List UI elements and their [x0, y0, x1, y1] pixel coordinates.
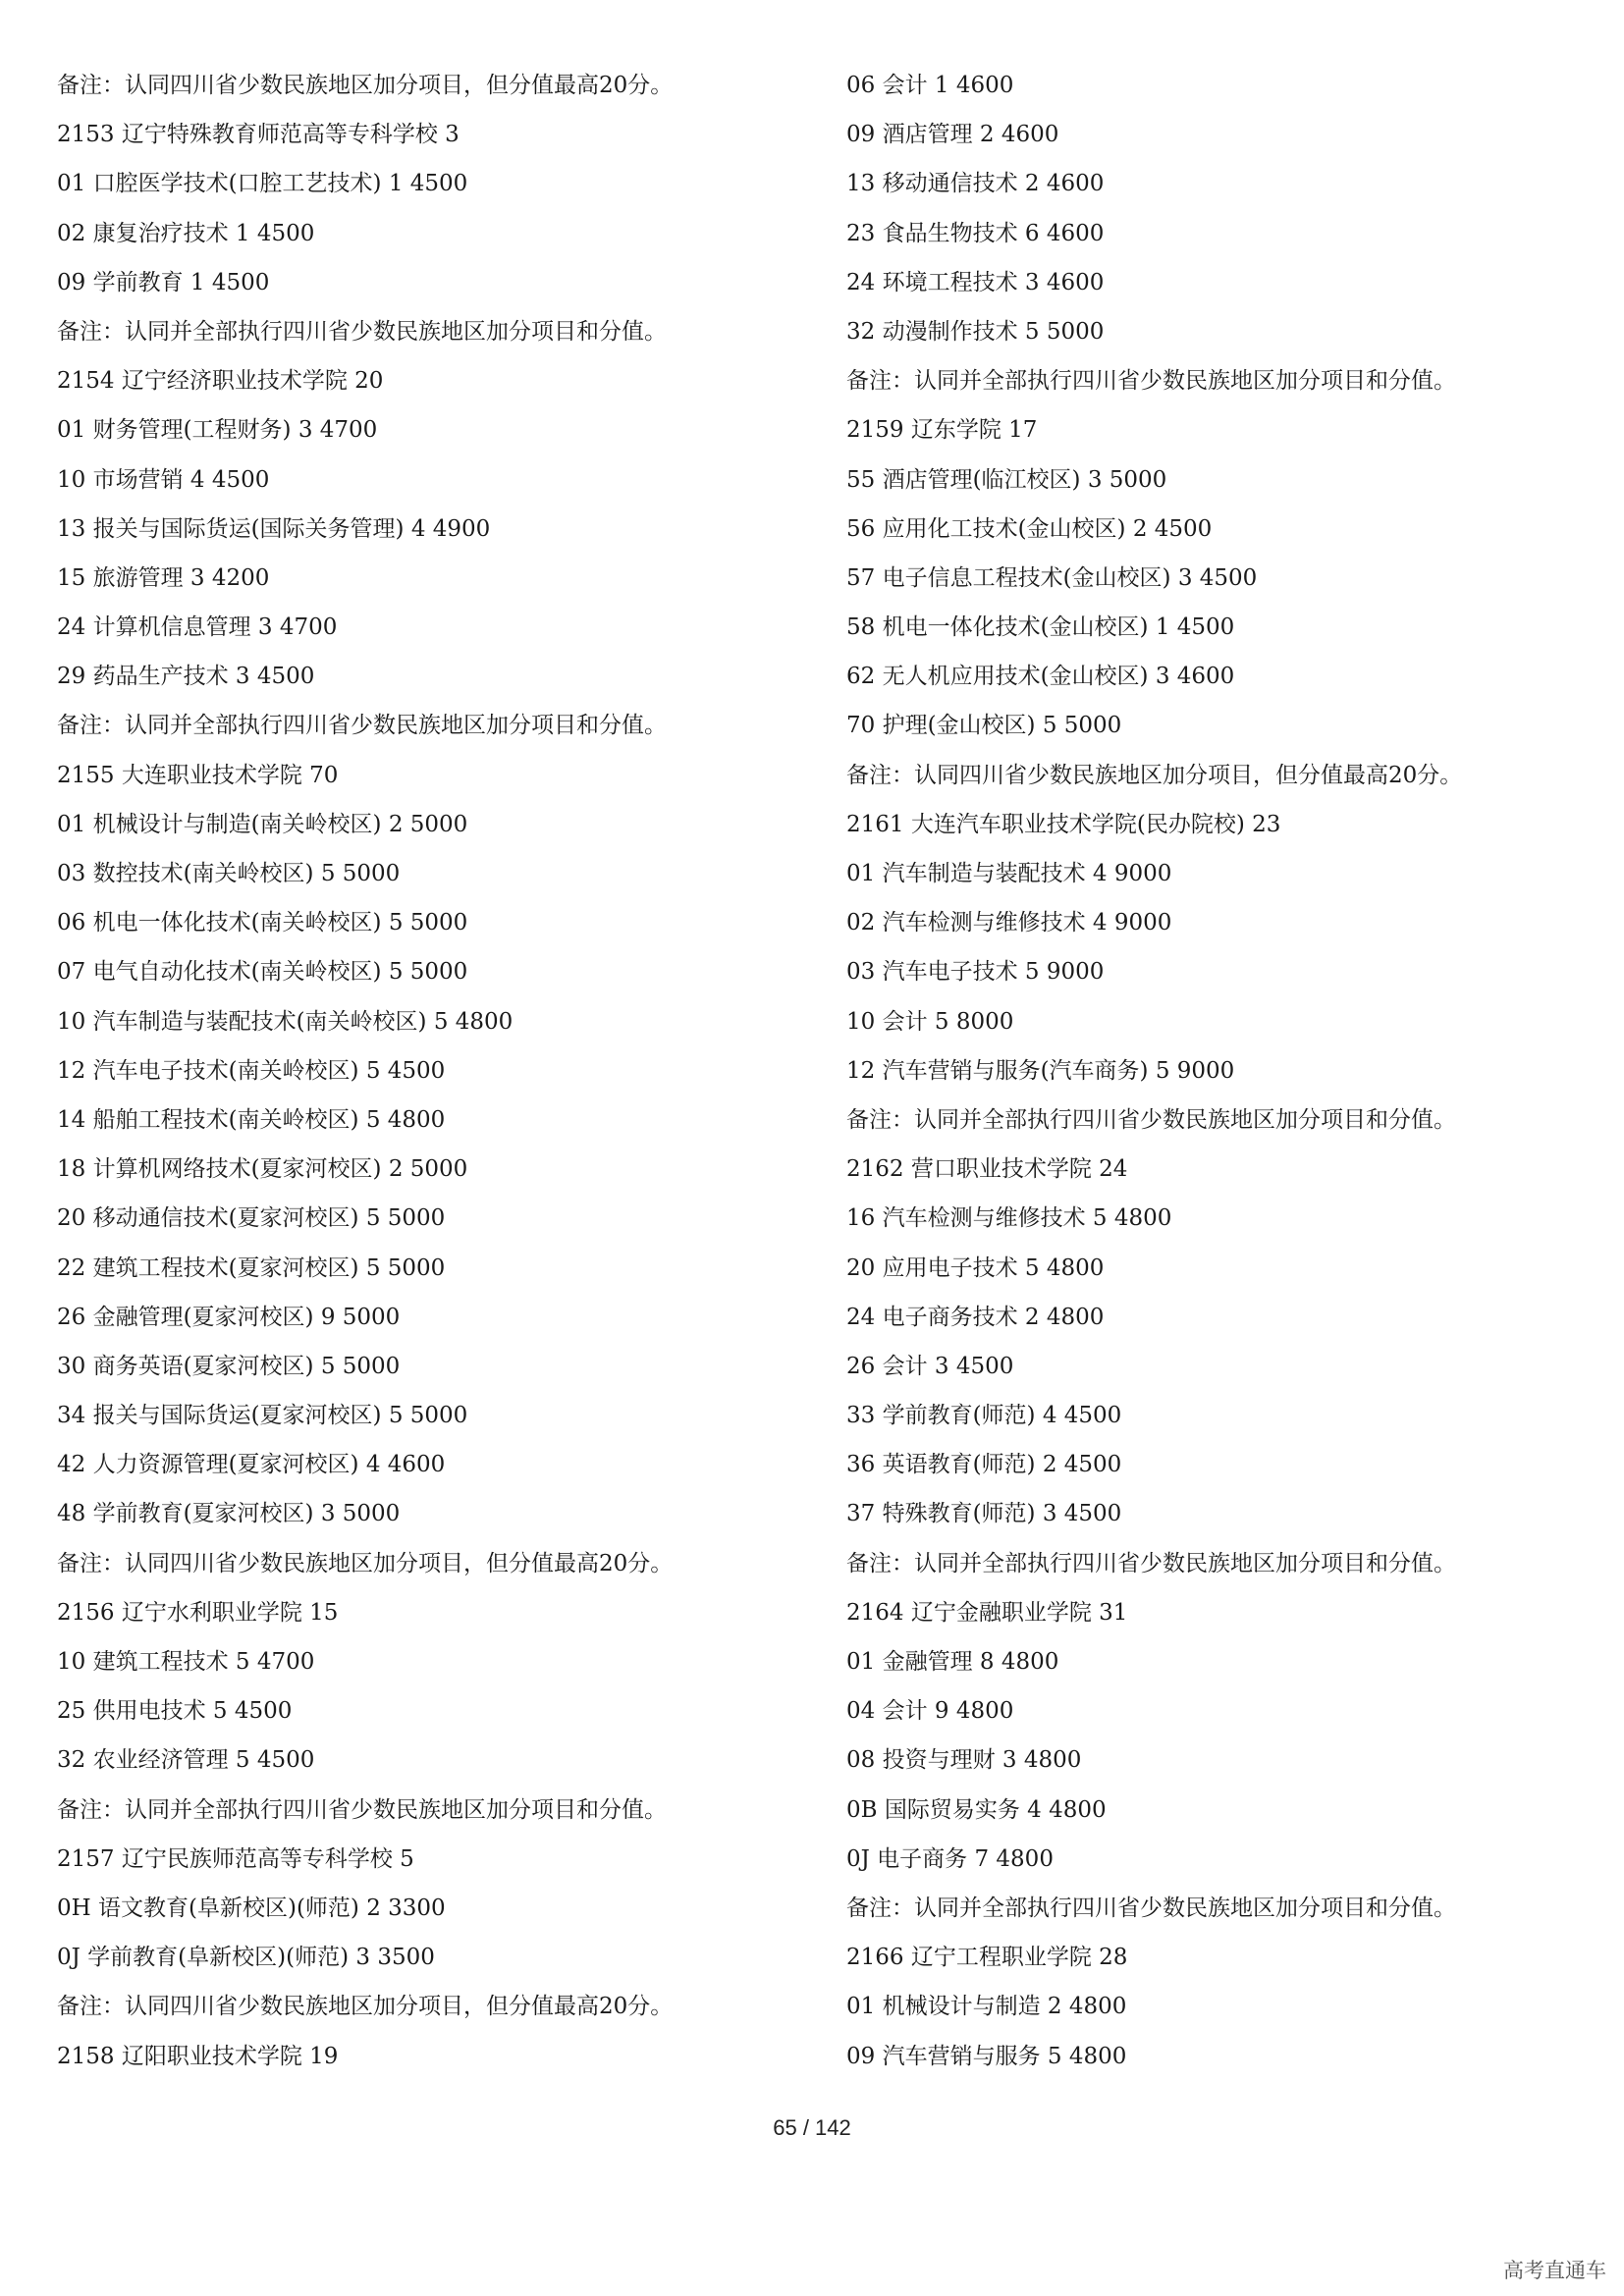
left-major-entry: 10 汽车制造与装配技术(南关岭校区) 5 4800 — [57, 1008, 514, 1035]
left-note-line: 备注：认同四川省少数民族地区加分项目，但分值最高20分。 — [57, 1994, 674, 2020]
right-major-entry: 26 会计 3 4500 — [846, 1353, 1014, 1379]
right-major-entry: 12 汽车营销与服务(汽车商务) 5 9000 — [846, 1057, 1235, 1084]
right-major-entry: 02 汽车检测与维修技术 4 9000 — [846, 910, 1172, 936]
watermark-logo: 高考直通车 — [1503, 2259, 1606, 2282]
left-school-heading: 2153 辽宁特殊教育师范高等专科学校 3 — [57, 122, 460, 148]
right-school-heading: 2164 辽宁金融职业学院 31 — [846, 1599, 1128, 1626]
right-major-entry: 04 会计 9 4800 — [846, 1698, 1014, 1725]
right-major-entry: 01 金融管理 8 4800 — [846, 1649, 1059, 1675]
left-major-entry: 34 报关与国际货运(夏家河校区) 5 5000 — [57, 1403, 468, 1429]
left-major-entry: 0H 语文教育(阜新校区)(师范) 2 3300 — [57, 1895, 446, 1921]
left-note-line: 备注：认同并全部执行四川省少数民族地区加分项目和分值。 — [57, 318, 667, 345]
left-school-heading: 2156 辽宁水利职业学院 15 — [57, 1599, 339, 1626]
right-major-entry: 01 汽车制造与装配技术 4 9000 — [846, 861, 1172, 886]
right-major-entry: 32 动漫制作技术 5 5000 — [846, 318, 1105, 345]
left-major-entry: 0J 学前教育(阜新校区)(师范) 3 3500 — [57, 1945, 435, 1971]
right-major-entry: 24 环境工程技术 3 4600 — [846, 269, 1105, 295]
right-note-line: 备注：认同并全部执行四川省少数民族地区加分项目和分值。 — [846, 1106, 1456, 1133]
left-major-entry: 25 供用电技术 5 4500 — [57, 1698, 293, 1725]
left-school-heading: 2155 大连职业技术学院 70 — [57, 762, 339, 788]
left-major-entry: 09 学前教育 1 4500 — [57, 269, 270, 295]
left-major-entry: 42 人力资源管理(夏家河校区) 4 4600 — [57, 1452, 446, 1478]
right-major-entry: 57 电子信息工程技术(金山校区) 3 4500 — [846, 564, 1258, 591]
left-major-entry: 15 旅游管理 3 4200 — [57, 564, 270, 591]
right-school-heading: 2161 大连汽车职业技术学院(民办院校) 23 — [846, 811, 1281, 837]
right-major-entry: 13 移动通信技术 2 4600 — [846, 171, 1105, 197]
left-major-entry: 12 汽车电子技术(南关岭校区) 5 4500 — [57, 1057, 446, 1084]
left-major-entry: 30 商务英语(夏家河校区) 5 5000 — [57, 1353, 401, 1379]
left-column — [57, 61, 823, 2081]
left-major-entry: 03 数控技术(南关岭校区) 5 5000 — [57, 861, 401, 886]
right-major-entry: 36 英语教育(师范) 2 4500 — [846, 1452, 1122, 1478]
left-major-entry: 18 计算机网络技术(夏家河校区) 2 5000 — [57, 1156, 468, 1183]
left-major-entry: 48 学前教育(夏家河校区) 3 5000 — [57, 1501, 401, 1527]
right-major-entry: 37 特殊教育(师范) 3 4500 — [846, 1501, 1122, 1527]
right-major-entry: 58 机电一体化技术(金山校区) 1 4500 — [846, 614, 1235, 641]
left-school-heading: 2158 辽阳职业技术学院 19 — [57, 2043, 339, 2069]
left-major-entry: 26 金融管理(夏家河校区) 9 5000 — [57, 1304, 401, 1330]
right-major-entry: 01 机械设计与制造 2 4800 — [846, 1994, 1127, 2020]
right-major-entry: 06 会计 1 4600 — [846, 73, 1014, 98]
right-major-entry: 62 无人机应用技术(金山校区) 3 4600 — [846, 664, 1235, 690]
right-major-entry: 16 汽车检测与维修技术 5 4800 — [846, 1205, 1172, 1232]
left-note-line: 备注：认同并全部执行四川省少数民族地区加分项目和分值。 — [57, 1796, 667, 1823]
left-note-line: 备注：认同四川省少数民族地区加分项目，但分值最高20分。 — [57, 1550, 674, 1576]
right-major-entry: 23 食品生物技术 6 4600 — [846, 220, 1105, 246]
left-school-heading: 2154 辽宁经济职业技术学院 20 — [57, 368, 384, 395]
right-major-entry: 09 汽车营销与服务 5 4800 — [846, 2043, 1127, 2069]
right-note-line: 备注：认同并全部执行四川省少数民族地区加分项目和分值。 — [846, 368, 1456, 395]
left-note-line: 备注：认同并全部执行四川省少数民族地区加分项目和分值。 — [57, 713, 667, 739]
right-note-line: 备注：认同并全部执行四川省少数民族地区加分项目和分值。 — [846, 1895, 1456, 1921]
left-major-entry: 10 建筑工程技术 5 4700 — [57, 1649, 315, 1675]
right-note-line: 备注：认同四川省少数民族地区加分项目，但分值最高20分。 — [846, 762, 1463, 788]
page-number: 65 / 142 — [773, 2115, 851, 2140]
right-major-entry: 33 学前教育(师范) 4 4500 — [846, 1403, 1122, 1429]
right-note-line: 备注：认同并全部执行四川省少数民族地区加分项目和分值。 — [846, 1550, 1456, 1576]
right-major-entry: 56 应用化工技术(金山校区) 2 4500 — [846, 515, 1213, 542]
right-school-heading: 2166 辽宁工程职业学院 28 — [846, 1945, 1128, 1971]
left-major-entry: 20 移动通信技术(夏家河校区) 5 5000 — [57, 1205, 446, 1232]
left-note-line: 备注：认同四川省少数民族地区加分项目，但分值最高20分。 — [57, 73, 674, 98]
right-major-entry: 70 护理(金山校区) 5 5000 — [846, 713, 1122, 739]
left-major-entry: 32 农业经济管理 5 4500 — [57, 1747, 315, 1774]
left-major-entry: 13 报关与国际货运(国际关务管理) 4 4900 — [57, 515, 491, 542]
right-major-entry: 20 应用电子技术 5 4800 — [846, 1255, 1105, 1281]
left-major-entry: 24 计算机信息管理 3 4700 — [57, 614, 338, 641]
right-major-entry: 09 酒店管理 2 4600 — [846, 122, 1059, 148]
left-major-entry: 22 建筑工程技术(夏家河校区) 5 5000 — [57, 1255, 446, 1281]
left-major-entry: 10 市场营销 4 4500 — [57, 466, 270, 493]
right-major-entry: 24 电子商务技术 2 4800 — [846, 1304, 1105, 1330]
left-major-entry: 07 电气自动化技术(南关岭校区) 5 5000 — [57, 959, 468, 986]
right-major-entry: 10 会计 5 8000 — [846, 1008, 1014, 1035]
right-school-heading: 2159 辽东学院 17 — [846, 417, 1038, 444]
right-major-entry: 03 汽车电子技术 5 9000 — [846, 959, 1105, 986]
right-column — [846, 61, 1612, 2081]
left-major-entry: 29 药品生产技术 3 4500 — [57, 664, 315, 690]
left-major-entry: 06 机电一体化技术(南关岭校区) 5 5000 — [57, 910, 468, 936]
right-major-entry: 55 酒店管理(临江校区) 3 5000 — [846, 466, 1167, 493]
left-major-entry: 01 机械设计与制造(南关岭校区) 2 5000 — [57, 811, 468, 837]
right-major-entry: 08 投资与理财 3 4800 — [846, 1747, 1082, 1774]
left-major-entry: 02 康复治疗技术 1 4500 — [57, 220, 315, 246]
left-major-entry: 14 船舶工程技术(南关岭校区) 5 4800 — [57, 1106, 446, 1133]
left-major-entry: 01 财务管理(工程财务) 3 4700 — [57, 417, 378, 444]
right-school-heading: 2162 营口职业技术学院 24 — [846, 1156, 1128, 1183]
left-major-entry: 01 口腔医学技术(口腔工艺技术) 1 4500 — [57, 171, 468, 197]
right-major-entry: 0B 国际贸易实务 4 4800 — [846, 1796, 1107, 1823]
left-school-heading: 2157 辽宁民族师范高等专科学校 5 — [57, 1845, 414, 1872]
right-major-entry: 0J 电子商务 7 4800 — [846, 1845, 1054, 1872]
